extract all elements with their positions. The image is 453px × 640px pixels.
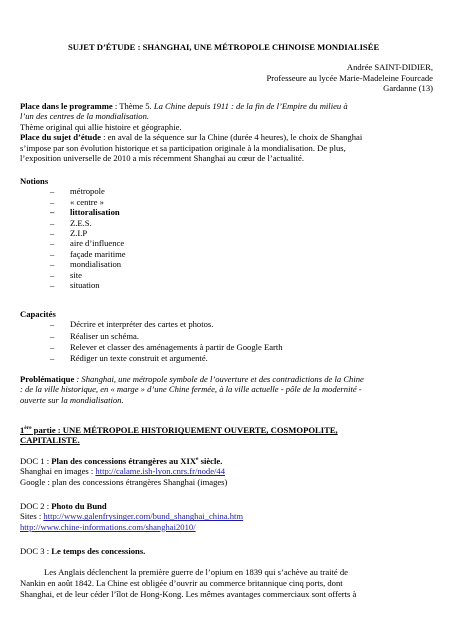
doc2-title: Photo du Bund xyxy=(51,501,107,511)
doc1-google-note: Google : plan des concessions étrangères Shanghai (images) xyxy=(20,476,228,487)
notion-item: – site xyxy=(46,270,126,280)
programme-theme-cont: l’un des centres de la mondialisation. xyxy=(20,111,150,122)
notions-heading: Notions xyxy=(20,176,49,186)
doc1-link[interactable]: http://calame.ish-lyon.cnrs.fr/node/44 xyxy=(95,466,226,477)
problematique-section xyxy=(20,374,364,405)
doc3-line-1: Les Anglais déclenchent la première guerre de l’opium en 1839 qui s’achève au traité de xyxy=(44,567,348,577)
problematique-line2: : de la ville historique, en « marge » d’une Chine fermée, à la ville actuelle - pôle de la modernité - xyxy=(20,384,362,395)
doc3-line-2: Nankin en août 1842. La Chine est obligée d’ouvrir au commerce britannique cinq ports, dont xyxy=(20,578,343,589)
notion-item: – situation xyxy=(46,280,126,290)
notion-item: – façade maritime xyxy=(46,249,126,259)
doc3-paragraph xyxy=(20,567,356,601)
programme-section xyxy=(20,101,362,163)
partie-title: partie : UNE MÉTROPOLE HISTORIQUEMENT OUVERTE, COSMOPOLITE, xyxy=(31,425,338,435)
doc1-title-text: Plan des concessions étrangères au XIX xyxy=(51,456,197,466)
doc-3 xyxy=(20,546,145,556)
problematique-line1: : Shanghai, une métropole symbole de l’ouverture et des contradictions de la Chine xyxy=(74,374,364,384)
notion-item: – Z.E.S. xyxy=(46,218,126,228)
doc1-sup: e xyxy=(196,456,199,463)
programme-theme: La Chine depuis 1911 : de la fin de l’Empire du milieu à xyxy=(153,101,348,111)
doc1-source-label: Shanghai en images : xyxy=(20,466,96,477)
doc2-source-label: Sites : xyxy=(20,511,44,522)
place-sujet-line2: s’impose par son évolution historique et sa participation originale à la mondialisation. De plus, xyxy=(20,142,346,153)
notion-item: – métropole xyxy=(46,186,126,196)
notion-item: – Z.I.P xyxy=(46,228,126,238)
capacite-item: – Décrire et interpréter des cartes et photos. xyxy=(46,319,283,330)
capacites-section xyxy=(20,309,283,364)
author-block xyxy=(266,62,433,94)
doc1-title-end: siècle. xyxy=(198,456,223,466)
capacites-heading: Capacités xyxy=(20,309,56,319)
problematique-line3: ouverte sur la mondialisation. xyxy=(20,394,124,405)
partie-sup: ère xyxy=(24,425,32,432)
page-title: SUJET D’ÉTUDE : SHANGHAI, UNE MÉTROPOLE CHINOISE MONDIALISÉE xyxy=(68,42,380,52)
notion-item: – mondialisation xyxy=(46,259,126,269)
notion-item: – aire d’influence xyxy=(46,238,126,248)
problematique-label: Problématique xyxy=(20,374,75,384)
place-sujet-label: Place du sujet d’étude xyxy=(20,132,101,143)
partie-1-heading xyxy=(20,425,338,446)
doc3-line-3: Shanghai, et de leur céder l’îlot de Hong-Kong. Les mêmes avantages commerciaux sont offerts à xyxy=(20,589,357,600)
programme-note: Thème original qui allie histoire et géographie. xyxy=(20,121,182,132)
notion-item: – « centre » xyxy=(46,197,126,207)
capacites-list xyxy=(46,319,283,364)
capacite-item: – Réaliser un schéma. xyxy=(46,331,283,342)
author-name: Andrée SAINT-DIDIER, xyxy=(346,62,433,72)
partie-number: 1 xyxy=(20,425,25,435)
doc3-prefix: DOC 3 : xyxy=(20,546,52,556)
doc3-title: Le temps des concessions. xyxy=(51,546,146,556)
capacite-item: – Relever et classer des aménagements à partir de Google Earth xyxy=(46,342,283,353)
programme-sep: : Thème 5. xyxy=(112,101,154,111)
author-role: Professeure au lycée Marie-Madeleine Fourcade xyxy=(266,72,433,83)
doc2-link-2[interactable]: http://www.chine-informations.com/shanghai2010/ xyxy=(20,521,196,532)
notions-list xyxy=(46,186,126,290)
place-sujet-line3: l’exposition universelle de 2010 a mis récemment Shanghai au cœur de l’actualité. xyxy=(20,153,304,164)
doc-1 xyxy=(20,456,227,487)
doc-2 xyxy=(20,501,243,532)
author-city: Gardanne (13) xyxy=(383,83,433,94)
doc1-title xyxy=(51,456,222,466)
place-sujet-line1: : en aval de la séquence sur la Chine (durée 4 heures), le choix de Shanghai xyxy=(100,132,363,143)
doc2-link-1[interactable]: http://www.galenfrysinger.com/bund_shanghai_china.htm xyxy=(43,511,244,522)
doc2-prefix: DOC 2 : xyxy=(20,501,52,511)
partie-title-cont: CAPITALISTE. xyxy=(20,435,80,446)
capacite-item: – Rédiger un texte construit et argumenté. xyxy=(46,353,283,364)
programme-label: Place dans le programme xyxy=(20,101,113,111)
notion-item: – littoralisation xyxy=(46,207,126,217)
notions-section xyxy=(20,176,126,290)
doc1-prefix: DOC 1 : xyxy=(20,456,52,466)
